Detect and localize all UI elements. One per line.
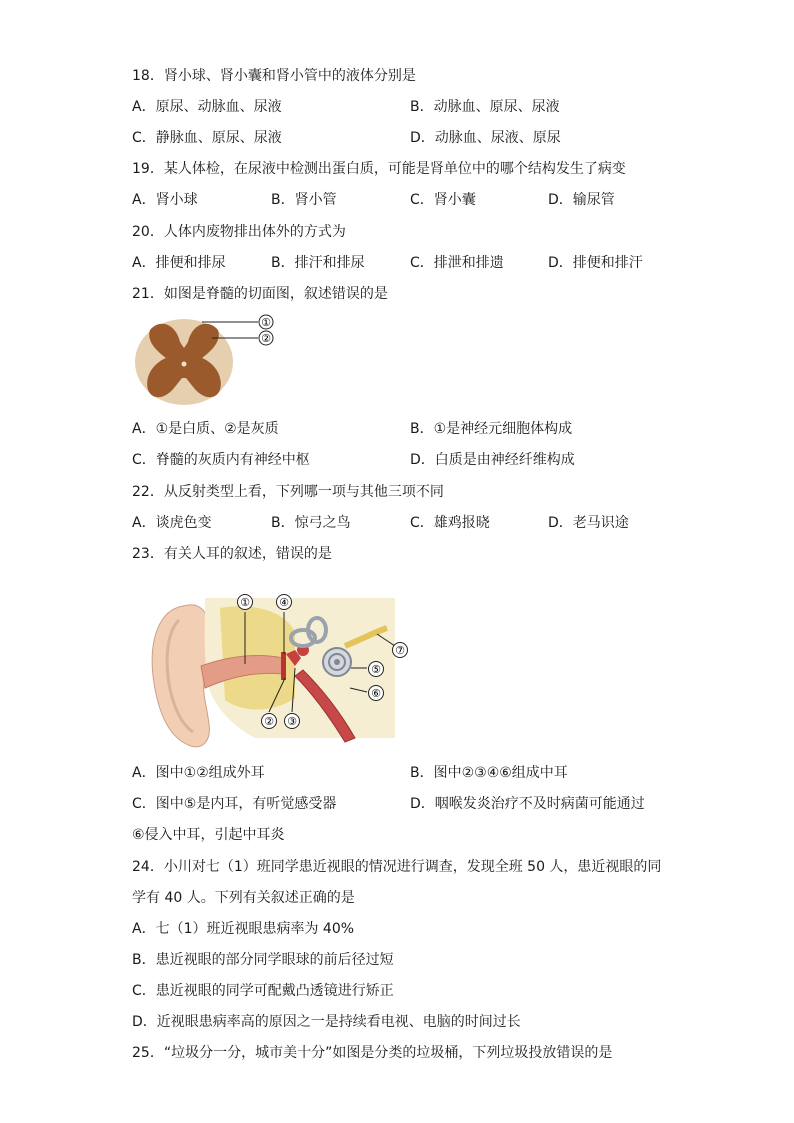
q18-stem: 18．肾小球、肾小囊和肾小管中的液体分别是 bbox=[132, 68, 416, 84]
ear-label-1: ① bbox=[240, 596, 250, 609]
q19-option-c: C．肾小囊 bbox=[410, 192, 476, 208]
central-canal bbox=[182, 362, 187, 367]
q23-option-d: D．咽喉发炎治疗不及时病菌可能通过 bbox=[410, 796, 645, 812]
spinal-cord-figure bbox=[130, 312, 280, 412]
q21-option-d: D．白质是由神经纤维构成 bbox=[410, 452, 575, 468]
q21-option-b: B．①是神经元细胞体构成 bbox=[410, 421, 573, 437]
q22-option-d: D．老马识途 bbox=[548, 515, 629, 531]
q20-option-c: C．排泄和排遗 bbox=[410, 255, 504, 271]
ear-label-5: ⑤ bbox=[371, 663, 381, 676]
ear-label-2: ② bbox=[264, 715, 274, 728]
q18-option-d: D．动脉血、尿液、原尿 bbox=[410, 130, 561, 146]
q19-option-a: A．肾小球 bbox=[132, 192, 198, 208]
ear-label-6: ⑥ bbox=[371, 687, 381, 700]
q22-option-a: A．谈虎色变 bbox=[132, 515, 212, 531]
q18-option-b: B．动脉血、原尿、尿液 bbox=[410, 99, 560, 115]
spinal-label-2: ② bbox=[261, 332, 271, 345]
q20-option-a: A．排便和排尿 bbox=[132, 255, 226, 271]
q24-option-a: A．七（1）班近视眼患病率为 40% bbox=[132, 921, 355, 937]
q21-option-a: A．①是白质、②是灰质 bbox=[132, 421, 279, 437]
q23-option-d-continued: ⑥侵入中耳，引起中耳炎 bbox=[132, 827, 285, 843]
q22-option-c: C．雄鸡报晓 bbox=[410, 515, 490, 531]
q20-stem: 20．人体内废物排出体外的方式为 bbox=[132, 224, 346, 240]
q21-stem: 21．如图是脊髓的切面图，叙述错误的是 bbox=[132, 286, 388, 302]
q22-stem: 22．从反射类型上看，下列哪一项与其他三项不同 bbox=[132, 484, 444, 500]
auricle bbox=[152, 605, 210, 747]
q19-option-b: B．肾小管 bbox=[271, 192, 337, 208]
q18-option-a: A．原尿、动脉血、尿液 bbox=[132, 99, 282, 115]
eardrum bbox=[281, 652, 286, 680]
q25-stem: 25．“垃圾分一分，城市美十分”如图是分类的垃圾桶，下列垃圾投放错误的是 bbox=[132, 1045, 613, 1061]
q23-stem: 23．有关人耳的叙述，错误的是 bbox=[132, 546, 332, 562]
q20-option-b: B．排汗和排尿 bbox=[271, 255, 365, 271]
q23-option-b: B．图中②③④⑥组成中耳 bbox=[410, 765, 568, 781]
ear-anatomy-figure bbox=[145, 588, 415, 753]
spinal-label-1: ① bbox=[261, 316, 271, 329]
q23-option-a: A．图中①②组成外耳 bbox=[132, 765, 265, 781]
q22-option-b: B．惊弓之鸟 bbox=[271, 515, 351, 531]
q24-option-b: B．患近视眼的部分同学眼球的前后径过短 bbox=[132, 952, 394, 968]
q19-stem: 19．某人体检，在尿液中检测出蛋白质，可能是肾单位中的哪个结构发生了病变 bbox=[132, 161, 626, 177]
q24-option-c: C．患近视眼的同学可配戴凸透镜进行矫正 bbox=[132, 983, 394, 999]
q18-option-c: C．静脉血、原尿、尿液 bbox=[132, 130, 282, 146]
q24-stem-line2: 学有 40 人。下列有关叙述正确的是 bbox=[132, 890, 355, 906]
q21-option-c: C．脊髓的灰质内有神经中枢 bbox=[132, 452, 310, 468]
ear-label-7: ⑦ bbox=[395, 644, 405, 657]
ear-label-4: ④ bbox=[279, 596, 289, 609]
q24-option-d: D．近视眼患病率高的原因之一是持续看电视、电脑的时间过长 bbox=[132, 1014, 521, 1030]
q19-option-d: D．输尿管 bbox=[548, 192, 615, 208]
q24-stem-line1: 24．小川对七（1）班同学患近视眼的情况进行调查，发现全班 50 人，患近视眼的同 bbox=[132, 859, 662, 875]
ear-label-3: ③ bbox=[287, 715, 297, 728]
q20-option-d: D．排便和排汗 bbox=[548, 255, 643, 271]
q23-option-c: C．图中⑤是内耳，有听觉感受器 bbox=[132, 796, 337, 812]
